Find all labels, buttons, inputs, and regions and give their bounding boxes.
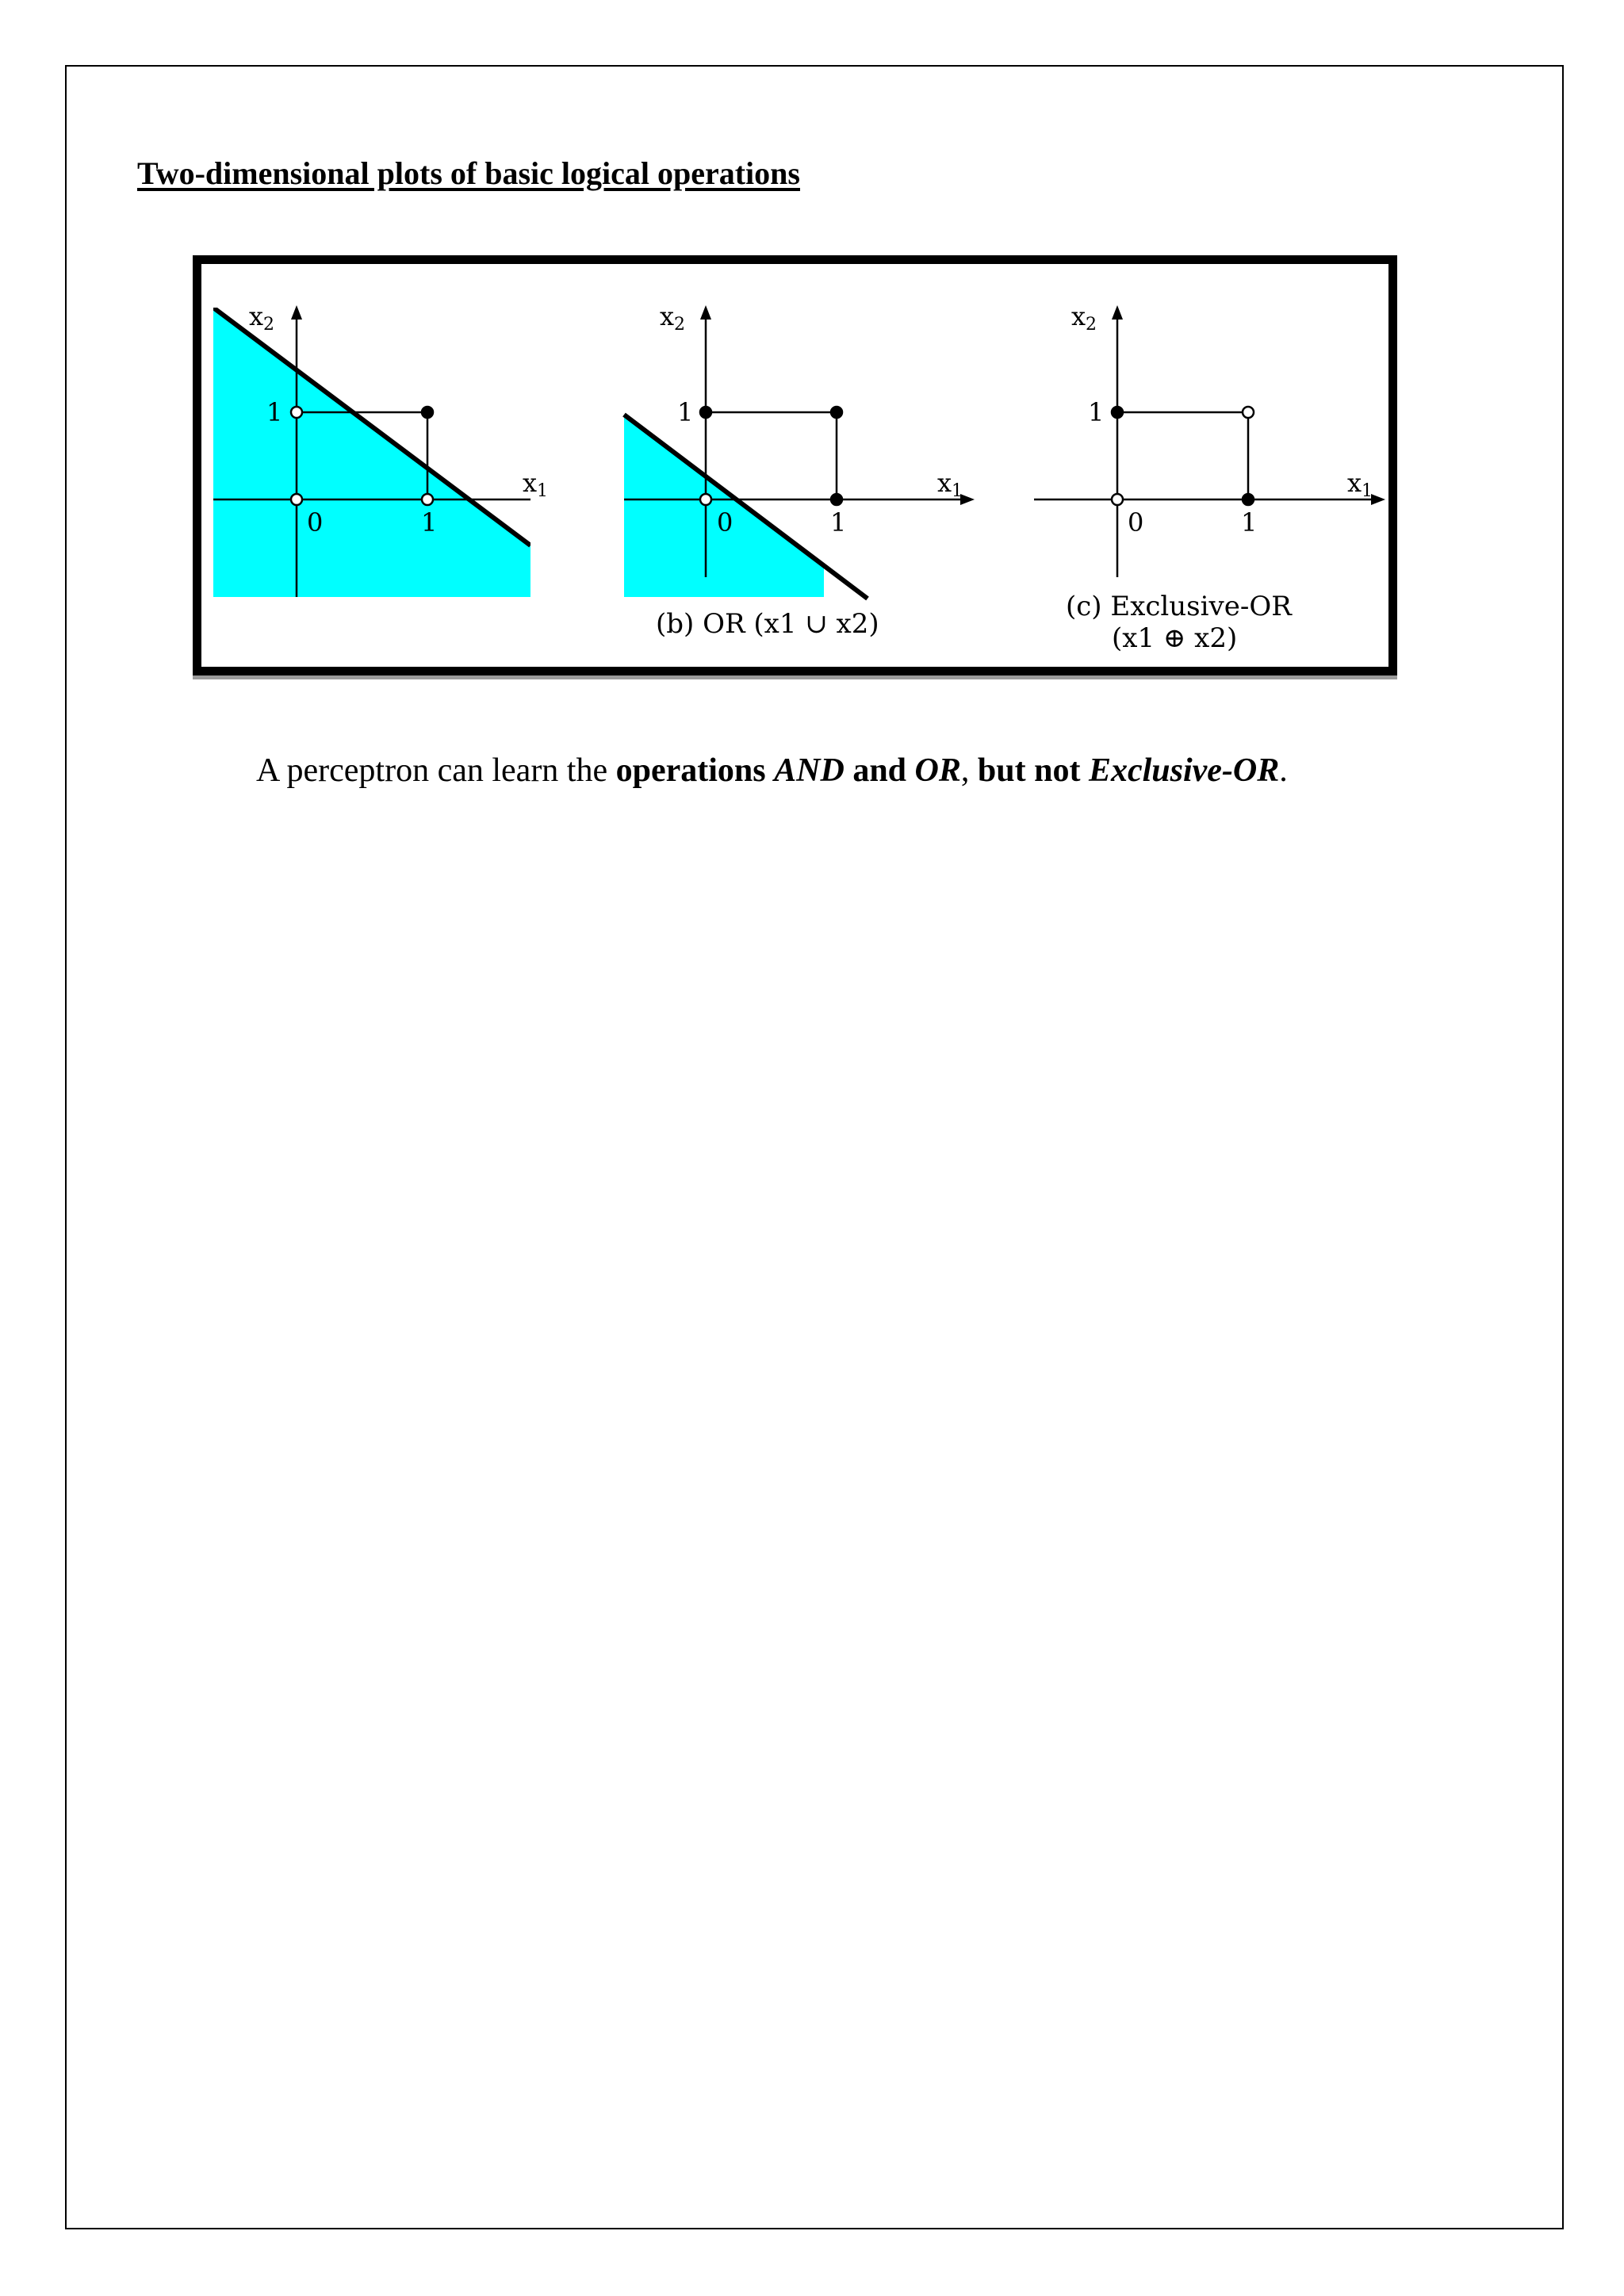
panel-c-tick-x0: 0 bbox=[1128, 507, 1144, 538]
panel-a-point-0-1 bbox=[291, 407, 302, 418]
statement-part-2: operations bbox=[615, 752, 775, 789]
figure-canvas bbox=[201, 264, 1388, 667]
panel-a-tick-x1: 1 bbox=[421, 507, 438, 538]
panel-c-point-1-0 bbox=[1243, 494, 1254, 505]
panel-c-caption: (c) Exclusive-OR bbox=[1066, 591, 1292, 622]
panel-c-y-label: x2 bbox=[1071, 301, 1097, 335]
panel-c-x-label: x1 bbox=[1347, 468, 1373, 501]
panel-a-point-1-1 bbox=[422, 407, 433, 418]
panel-c bbox=[1034, 301, 1385, 654]
statement-part-4: and bbox=[844, 752, 915, 789]
panel-a-shaded-region bbox=[213, 308, 530, 597]
panel-a-x-label: x1 bbox=[523, 468, 549, 501]
figure-logical-operations bbox=[193, 255, 1397, 675]
panel-b-point-0-0 bbox=[700, 494, 711, 505]
panel-a bbox=[213, 301, 548, 597]
panel-a-tick-y1: 1 bbox=[266, 397, 283, 427]
panel-c-point-0-1 bbox=[1112, 407, 1123, 418]
panel-b-tick-x1: 1 bbox=[830, 507, 847, 538]
statement-xor: Exclusive-OR bbox=[1088, 752, 1280, 789]
panel-b-tick-x0: 0 bbox=[717, 507, 733, 538]
panel-c-point-1-1 bbox=[1243, 407, 1254, 418]
panel-b bbox=[624, 301, 975, 640]
panel-a-y-arrow bbox=[291, 305, 302, 320]
panel-a-y-label: x2 bbox=[249, 301, 275, 335]
panel-b-caption: (b) OR (x1 ∪ x2) bbox=[656, 608, 879, 640]
panel-b-point-0-1 bbox=[700, 407, 711, 418]
statement-part-9: . bbox=[1279, 752, 1288, 789]
panel-b-shaded-region bbox=[624, 415, 824, 597]
panel-c-tick-y1: 1 bbox=[1088, 397, 1105, 427]
page-heading: Two-dimensional plots of basic logical operations bbox=[137, 155, 800, 191]
panel-c-tick-x1: 1 bbox=[1241, 507, 1258, 538]
statement-and: AND bbox=[774, 752, 845, 789]
panel-c-points bbox=[1112, 407, 1254, 505]
panel-c-y-arrow bbox=[1112, 305, 1123, 320]
panel-b-y-label: x2 bbox=[660, 301, 686, 335]
panel-b-point-1-1 bbox=[831, 407, 842, 418]
statement-part-6: , bbox=[960, 752, 978, 789]
statement-or: OR bbox=[914, 752, 961, 789]
panel-b-tick-y1: 1 bbox=[677, 397, 694, 427]
panel-a-point-0-0 bbox=[291, 494, 302, 505]
panel-c-x-arrow bbox=[1371, 494, 1385, 505]
perceptron-statement bbox=[256, 752, 1288, 790]
panel-c-caption-line2: (x1 ⊕ x2) bbox=[1112, 622, 1238, 654]
statement-part-7: but not bbox=[977, 752, 1089, 789]
panel-a-tick-x0: 0 bbox=[307, 507, 324, 538]
panel-b-point-1-0 bbox=[831, 494, 842, 505]
panel-b-y-arrow bbox=[700, 305, 711, 320]
statement-part-1: A perceptron can learn the bbox=[256, 752, 616, 789]
panel-a-point-1-0 bbox=[422, 494, 433, 505]
panel-b-x-label: x1 bbox=[937, 468, 963, 501]
panel-c-point-0-0 bbox=[1112, 494, 1123, 505]
